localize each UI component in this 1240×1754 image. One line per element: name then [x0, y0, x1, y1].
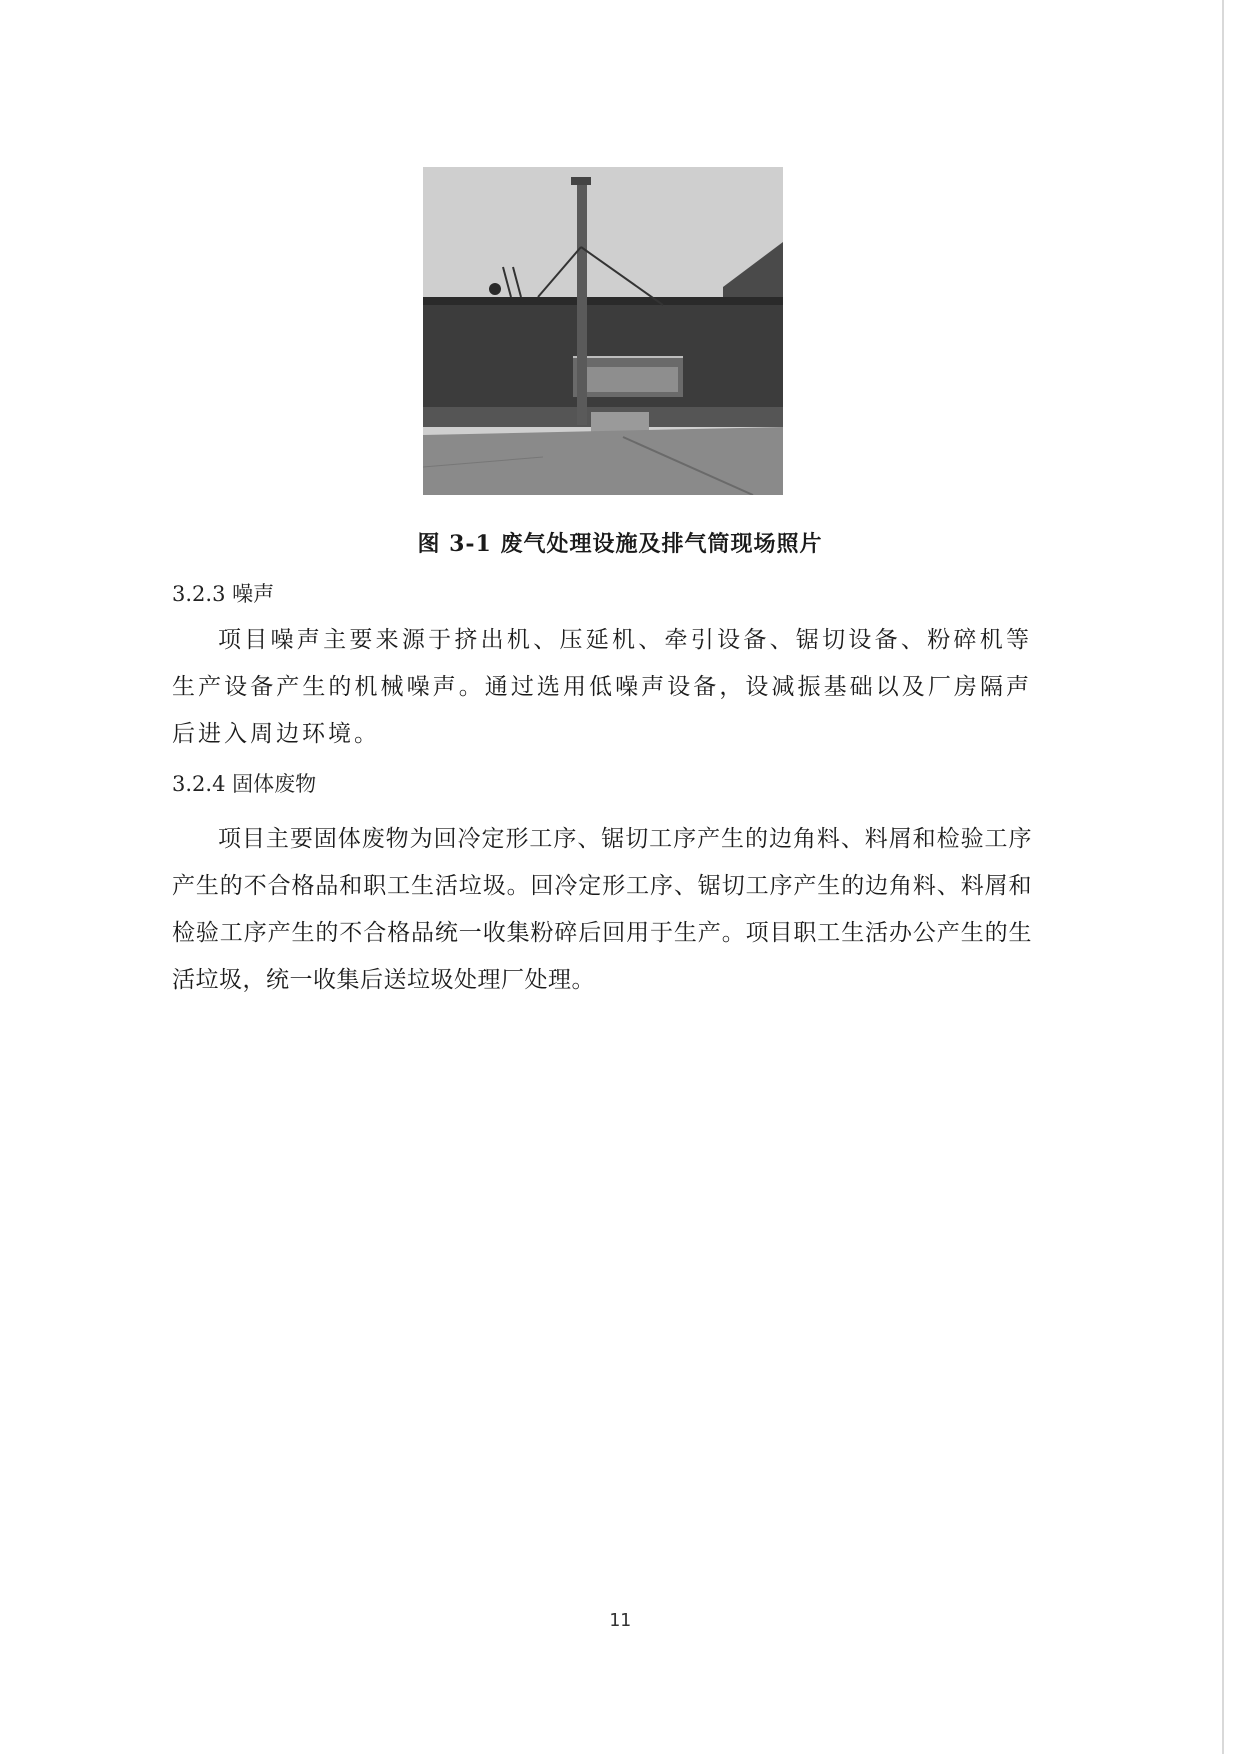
- section-heading-noise: 3.2.3 噪声: [172, 582, 275, 606]
- site-photo: [423, 167, 783, 495]
- page-number: 11: [609, 1610, 631, 1631]
- paragraph-solid-waste: 项目主要固体废物为回冷定形工序、锯切工序产生的边角料、料屑和检验工序产生的不合格品和职工生活垃圾。回冷定形工序、锯切工序产生的边角料、料屑和检验工序产生的不合格品统一收集粉碎后回用于生产。项目职工生活办公产生的生活垃圾，统一收集后送垃圾处理厂处理。: [172, 826, 1032, 993]
- paragraph-noise: 项目噪声主要来源于挤出机、压延机、牵引设备、锯切设备、粉碎机等生产设备产生的机械噪声。通过选用低噪声设备，设减振基础以及厂房隔声后进入周边环境。: [172, 627, 1032, 747]
- section-heading-solid-waste: 3.2.4 固体废物: [172, 772, 317, 796]
- scan-edge-line: [1222, 0, 1224, 1754]
- figure-caption: 图 3-1 废气处理设施及排气筒现场照片: [417, 531, 823, 557]
